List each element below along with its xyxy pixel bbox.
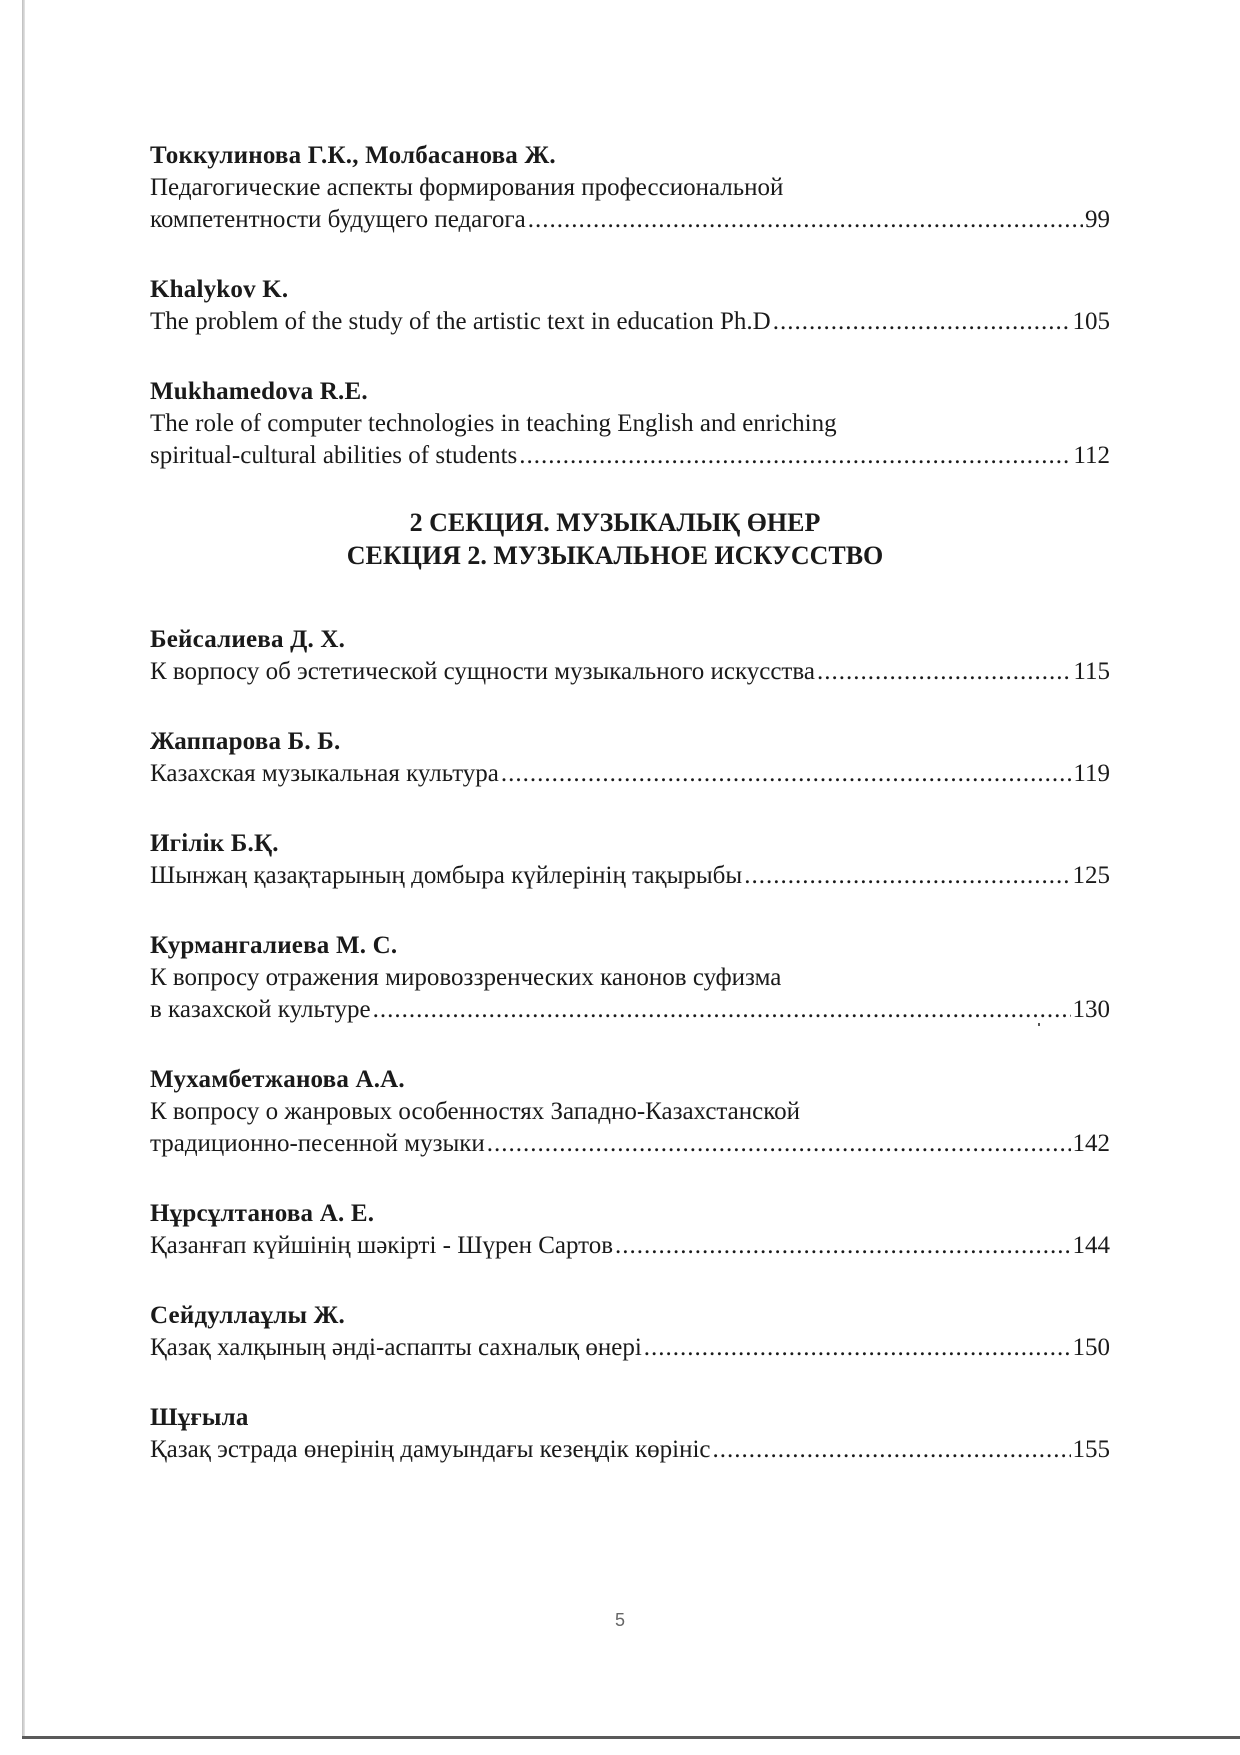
toc-entry — [150, 1402, 1110, 1466]
entry-author: Игілік Б.Қ. — [150, 830, 279, 857]
entry-title-line: К вопросу отражения мировоззренческих канонов суфизма — [150, 964, 782, 991]
entry-title-last-line — [150, 306, 1110, 338]
entry-author: Шұғыла — [150, 1404, 249, 1431]
entry-title-last-line — [150, 440, 1110, 472]
toc-entry — [150, 1300, 1110, 1364]
toc-entry — [150, 140, 1110, 236]
entry-author: Жаппарова Б. Б. — [150, 728, 341, 755]
entry-author: Бейсалиева Д. Х. — [150, 626, 346, 653]
toc-entry — [150, 726, 1110, 790]
entry-title-text: традиционно-песенной музыки — [150, 1130, 485, 1157]
entry-title-line: К вопросу о жанровых особенностях Западно-Казахстанской — [150, 1098, 800, 1125]
entry-title-last-line — [150, 1332, 1110, 1364]
dot-leader — [519, 440, 1071, 472]
entry-page-number: 119 — [1073, 760, 1110, 787]
toc-list-bottom — [150, 624, 1110, 1466]
toc-list-top — [150, 140, 1110, 472]
entry-title-text: Қазақ халқының әнді-аспапты сахналық өнері — [150, 1334, 642, 1361]
entry-title-last-line — [150, 994, 1110, 1026]
entry-page-number: 112 — [1073, 442, 1110, 469]
entry-title-text: в казахской культуре — [150, 996, 371, 1023]
entry-title-text: Шынжаң қазақтарының домбыра күйлерінің тақырыбы — [150, 862, 743, 889]
toc-entry — [150, 828, 1110, 892]
page-number: 5 — [614, 1610, 625, 1630]
entry-author: Нұрсұлтанова А. Е. — [150, 1200, 375, 1227]
entry-title-last-line — [150, 1128, 1110, 1160]
entry-title-text: К ворпосу об эстетической сущности музыкального искусства — [150, 658, 815, 685]
dot-leader — [373, 994, 1071, 1026]
section-title-ru: СЕКЦИЯ 2. МУЗЫКАЛЬНОЕ ИСКУССТВО — [346, 541, 884, 570]
toc-entry — [150, 376, 1110, 472]
entry-page-number: 99 — [1085, 206, 1110, 233]
entry-title-text: Қазанғап күйшінің шәкірті - Шүрен Сартов — [150, 1232, 614, 1259]
dot-leader — [773, 306, 1071, 338]
dot-leader — [487, 1128, 1071, 1160]
toc-entry — [150, 1198, 1110, 1262]
toc-entry — [150, 274, 1110, 338]
entry-title-line: Педагогические аспекты формирования профессиональной — [150, 174, 784, 201]
scan-left-edge — [22, 0, 25, 1738]
entry-title-text: Қазақ эстрада өнерінің дамуындағы кезеңдік көрініс — [150, 1436, 711, 1463]
entry-page-number: 142 — [1072, 1130, 1110, 1157]
entry-page-number: 125 — [1072, 862, 1110, 889]
entry-title-text: компетентности будущего педагога — [150, 206, 526, 233]
entry-page-number: 105 — [1072, 308, 1110, 335]
section-heading — [150, 506, 1110, 572]
entry-title-last-line — [150, 656, 1110, 688]
dot-leader — [744, 860, 1070, 892]
entry-page-number: 115 — [1073, 658, 1110, 685]
entry-title-text: Казахская музыкальная культура — [150, 760, 499, 787]
toc-entry — [150, 1064, 1110, 1160]
dot-leader — [713, 1434, 1071, 1466]
entry-page-number: 155 — [1072, 1436, 1110, 1463]
toc-entry — [150, 930, 1110, 1026]
dot-leader — [528, 204, 1083, 236]
entry-title-last-line — [150, 204, 1110, 236]
entry-page-number: 150 — [1072, 1334, 1110, 1361]
entry-author: Токкулинова Г.К., Молбасанова Ж. — [150, 142, 556, 169]
dot-leader — [615, 1230, 1070, 1262]
entry-title-text: spiritual-cultural abilities of students — [150, 442, 518, 469]
entry-author: Сейдуллаұлы Ж. — [150, 1302, 345, 1329]
entry-author: Mukhamedova R.E. — [150, 378, 368, 405]
entry-page-number: 130 — [1072, 996, 1110, 1023]
entry-title-last-line — [150, 758, 1110, 790]
dot-leader — [501, 758, 1072, 790]
entry-author: Курмангалиева М. С. — [150, 932, 398, 959]
entry-author: Мухамбетжанова А.А. — [150, 1066, 405, 1093]
scan-bottom-edge — [22, 1736, 1240, 1739]
section-title-kz: 2 СЕКЦИЯ. МУЗЫКАЛЫҚ ӨНЕР — [409, 508, 821, 537]
toc-entry — [150, 624, 1110, 688]
entry-title-last-line — [150, 1230, 1110, 1262]
dot-leader — [817, 656, 1071, 688]
entry-page-number: 144 — [1072, 1232, 1110, 1259]
entry-title-last-line — [150, 860, 1110, 892]
entry-title-line: The role of computer technologies in teaching English and enriching — [150, 410, 837, 437]
entry-title-last-line — [150, 1434, 1110, 1466]
table-of-contents — [150, 140, 1110, 1504]
dot-leader — [644, 1332, 1071, 1364]
entry-title-text: The problem of the study of the artistic text in education Ph.D — [150, 308, 771, 335]
entry-author: Khalykov K. — [150, 276, 289, 303]
